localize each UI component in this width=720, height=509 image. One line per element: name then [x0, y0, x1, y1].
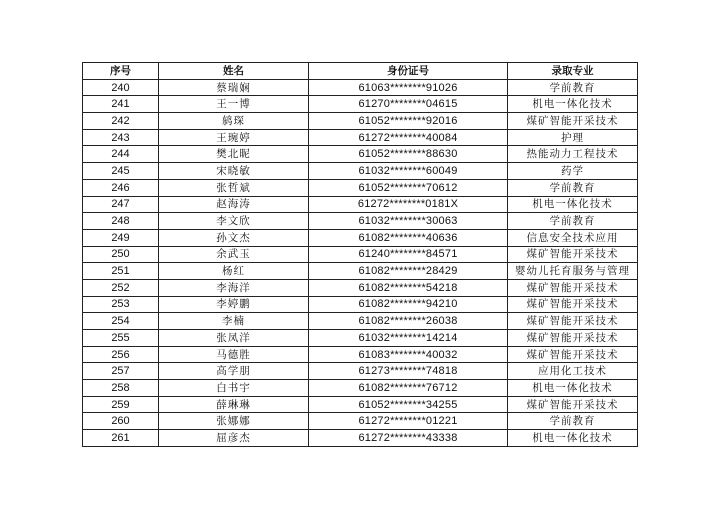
table-row	[83, 346, 638, 363]
cell-id-number: 61272********43338	[309, 430, 508, 447]
cell-name: 张哲斌	[159, 179, 309, 196]
cell-name: 鸫琛	[159, 113, 309, 130]
cell-name: 王一博	[159, 96, 309, 113]
table-row	[83, 129, 638, 146]
cell-id-number: 61240********84571	[309, 246, 508, 263]
cell-major: 学前教育	[508, 179, 638, 196]
cell-major: 机电一体化技术	[508, 196, 638, 213]
cell-index: 260	[83, 413, 159, 430]
cell-index: 258	[83, 380, 159, 397]
cell-index: 256	[83, 346, 159, 363]
cell-index: 246	[83, 179, 159, 196]
cell-id-number: 61082********26038	[309, 313, 508, 330]
cell-id-number: 61272********01221	[309, 413, 508, 430]
cell-index: 255	[83, 330, 159, 347]
cell-major: 婴幼儿托育服务与管理	[508, 263, 638, 280]
cell-index: 254	[83, 313, 159, 330]
cell-id-number: 61052********88630	[309, 146, 508, 163]
cell-name: 李婷鹏	[159, 296, 309, 313]
cell-index: 250	[83, 246, 159, 263]
cell-name: 王琬婷	[159, 129, 309, 146]
cell-major: 应用化工技术	[508, 363, 638, 380]
table-row	[83, 413, 638, 430]
cell-id-number: 61270********04615	[309, 96, 508, 113]
table-body	[83, 79, 638, 446]
cell-name: 樊北昵	[159, 146, 309, 163]
cell-name: 赵海涛	[159, 196, 309, 213]
cell-index: 241	[83, 96, 159, 113]
cell-major: 煤矿智能开采技术	[508, 330, 638, 347]
cell-name: 马德胜	[159, 346, 309, 363]
table-row	[83, 79, 638, 96]
cell-id-number: 61032********30063	[309, 213, 508, 230]
cell-name: 白书宇	[159, 380, 309, 397]
cell-id-number: 61052********34255	[309, 396, 508, 413]
cell-index: 251	[83, 263, 159, 280]
table-row	[83, 330, 638, 347]
cell-major: 信息安全技术应用	[508, 229, 638, 246]
table-row	[83, 396, 638, 413]
cell-id-number: 61052********92016	[309, 113, 508, 130]
table-row	[83, 430, 638, 447]
cell-id-number: 61083********40032	[309, 346, 508, 363]
cell-id-number: 61082********76712	[309, 380, 508, 397]
cell-id-number: 61082********94210	[309, 296, 508, 313]
cell-major: 药学	[508, 163, 638, 180]
cell-major: 煤矿智能开采技术	[508, 313, 638, 330]
table-row	[83, 246, 638, 263]
cell-id-number: 61082********54218	[309, 279, 508, 296]
cell-major: 煤矿智能开采技术	[508, 246, 638, 263]
cell-name: 李文欣	[159, 213, 309, 230]
table-row	[83, 263, 638, 280]
cell-name: 李楠	[159, 313, 309, 330]
cell-id-number: 61082********40636	[309, 229, 508, 246]
header-row	[83, 63, 638, 80]
header-major: 录取专业	[508, 63, 638, 80]
cell-major: 学前教育	[508, 413, 638, 430]
header-name: 姓名	[159, 63, 309, 80]
cell-id-number: 61063********91026	[309, 79, 508, 96]
cell-name: 宋晓敏	[159, 163, 309, 180]
cell-index: 252	[83, 279, 159, 296]
cell-major: 护理	[508, 129, 638, 146]
table-row	[83, 113, 638, 130]
cell-index: 257	[83, 363, 159, 380]
admission-table	[82, 62, 638, 447]
cell-index: 245	[83, 163, 159, 180]
table-header	[83, 63, 638, 80]
cell-id-number: 61082********28429	[309, 263, 508, 280]
cell-index: 253	[83, 296, 159, 313]
cell-name: 杨红	[159, 263, 309, 280]
table-row	[83, 363, 638, 380]
cell-major: 煤矿智能开采技术	[508, 279, 638, 296]
cell-name: 屈彦杰	[159, 430, 309, 447]
cell-id-number: 61272********0181X	[309, 196, 508, 213]
cell-name: 余武玉	[159, 246, 309, 263]
cell-name: 高学朋	[159, 363, 309, 380]
cell-index: 249	[83, 229, 159, 246]
cell-index: 248	[83, 213, 159, 230]
cell-id-number: 61273********74818	[309, 363, 508, 380]
cell-name: 张娜娜	[159, 413, 309, 430]
cell-index: 247	[83, 196, 159, 213]
cell-id-number: 61272********40084	[309, 129, 508, 146]
table-row	[83, 196, 638, 213]
cell-id-number: 61032********14214	[309, 330, 508, 347]
cell-major: 学前教育	[508, 213, 638, 230]
table-row	[83, 380, 638, 397]
table-row	[83, 313, 638, 330]
header-id-number: 身份证号	[309, 63, 508, 80]
cell-major: 机电一体化技术	[508, 380, 638, 397]
cell-major: 学前教育	[508, 79, 638, 96]
cell-major: 煤矿智能开采技术	[508, 396, 638, 413]
table-row	[83, 213, 638, 230]
table-row	[83, 229, 638, 246]
cell-index: 244	[83, 146, 159, 163]
cell-name: 李海洋	[159, 279, 309, 296]
cell-major: 机电一体化技术	[508, 96, 638, 113]
cell-index: 240	[83, 79, 159, 96]
table-row	[83, 296, 638, 313]
cell-index: 242	[83, 113, 159, 130]
table-row	[83, 146, 638, 163]
cell-major: 煤矿智能开采技术	[508, 296, 638, 313]
cell-id-number: 61032********60049	[309, 163, 508, 180]
cell-name: 孙文杰	[159, 229, 309, 246]
cell-id-number: 61052********70612	[309, 179, 508, 196]
cell-major: 热能动力工程技术	[508, 146, 638, 163]
table-row	[83, 163, 638, 180]
table-row	[83, 279, 638, 296]
cell-index: 259	[83, 396, 159, 413]
cell-major: 机电一体化技术	[508, 430, 638, 447]
table-row	[83, 96, 638, 113]
cell-index: 261	[83, 430, 159, 447]
table-row	[83, 179, 638, 196]
cell-index: 243	[83, 129, 159, 146]
header-index: 序号	[83, 63, 159, 80]
cell-major: 煤矿智能开采技术	[508, 113, 638, 130]
cell-name: 蔡瑞娴	[159, 79, 309, 96]
cell-name: 张凤洋	[159, 330, 309, 347]
cell-major: 煤矿智能开采技术	[508, 346, 638, 363]
cell-name: 薛琳琳	[159, 396, 309, 413]
